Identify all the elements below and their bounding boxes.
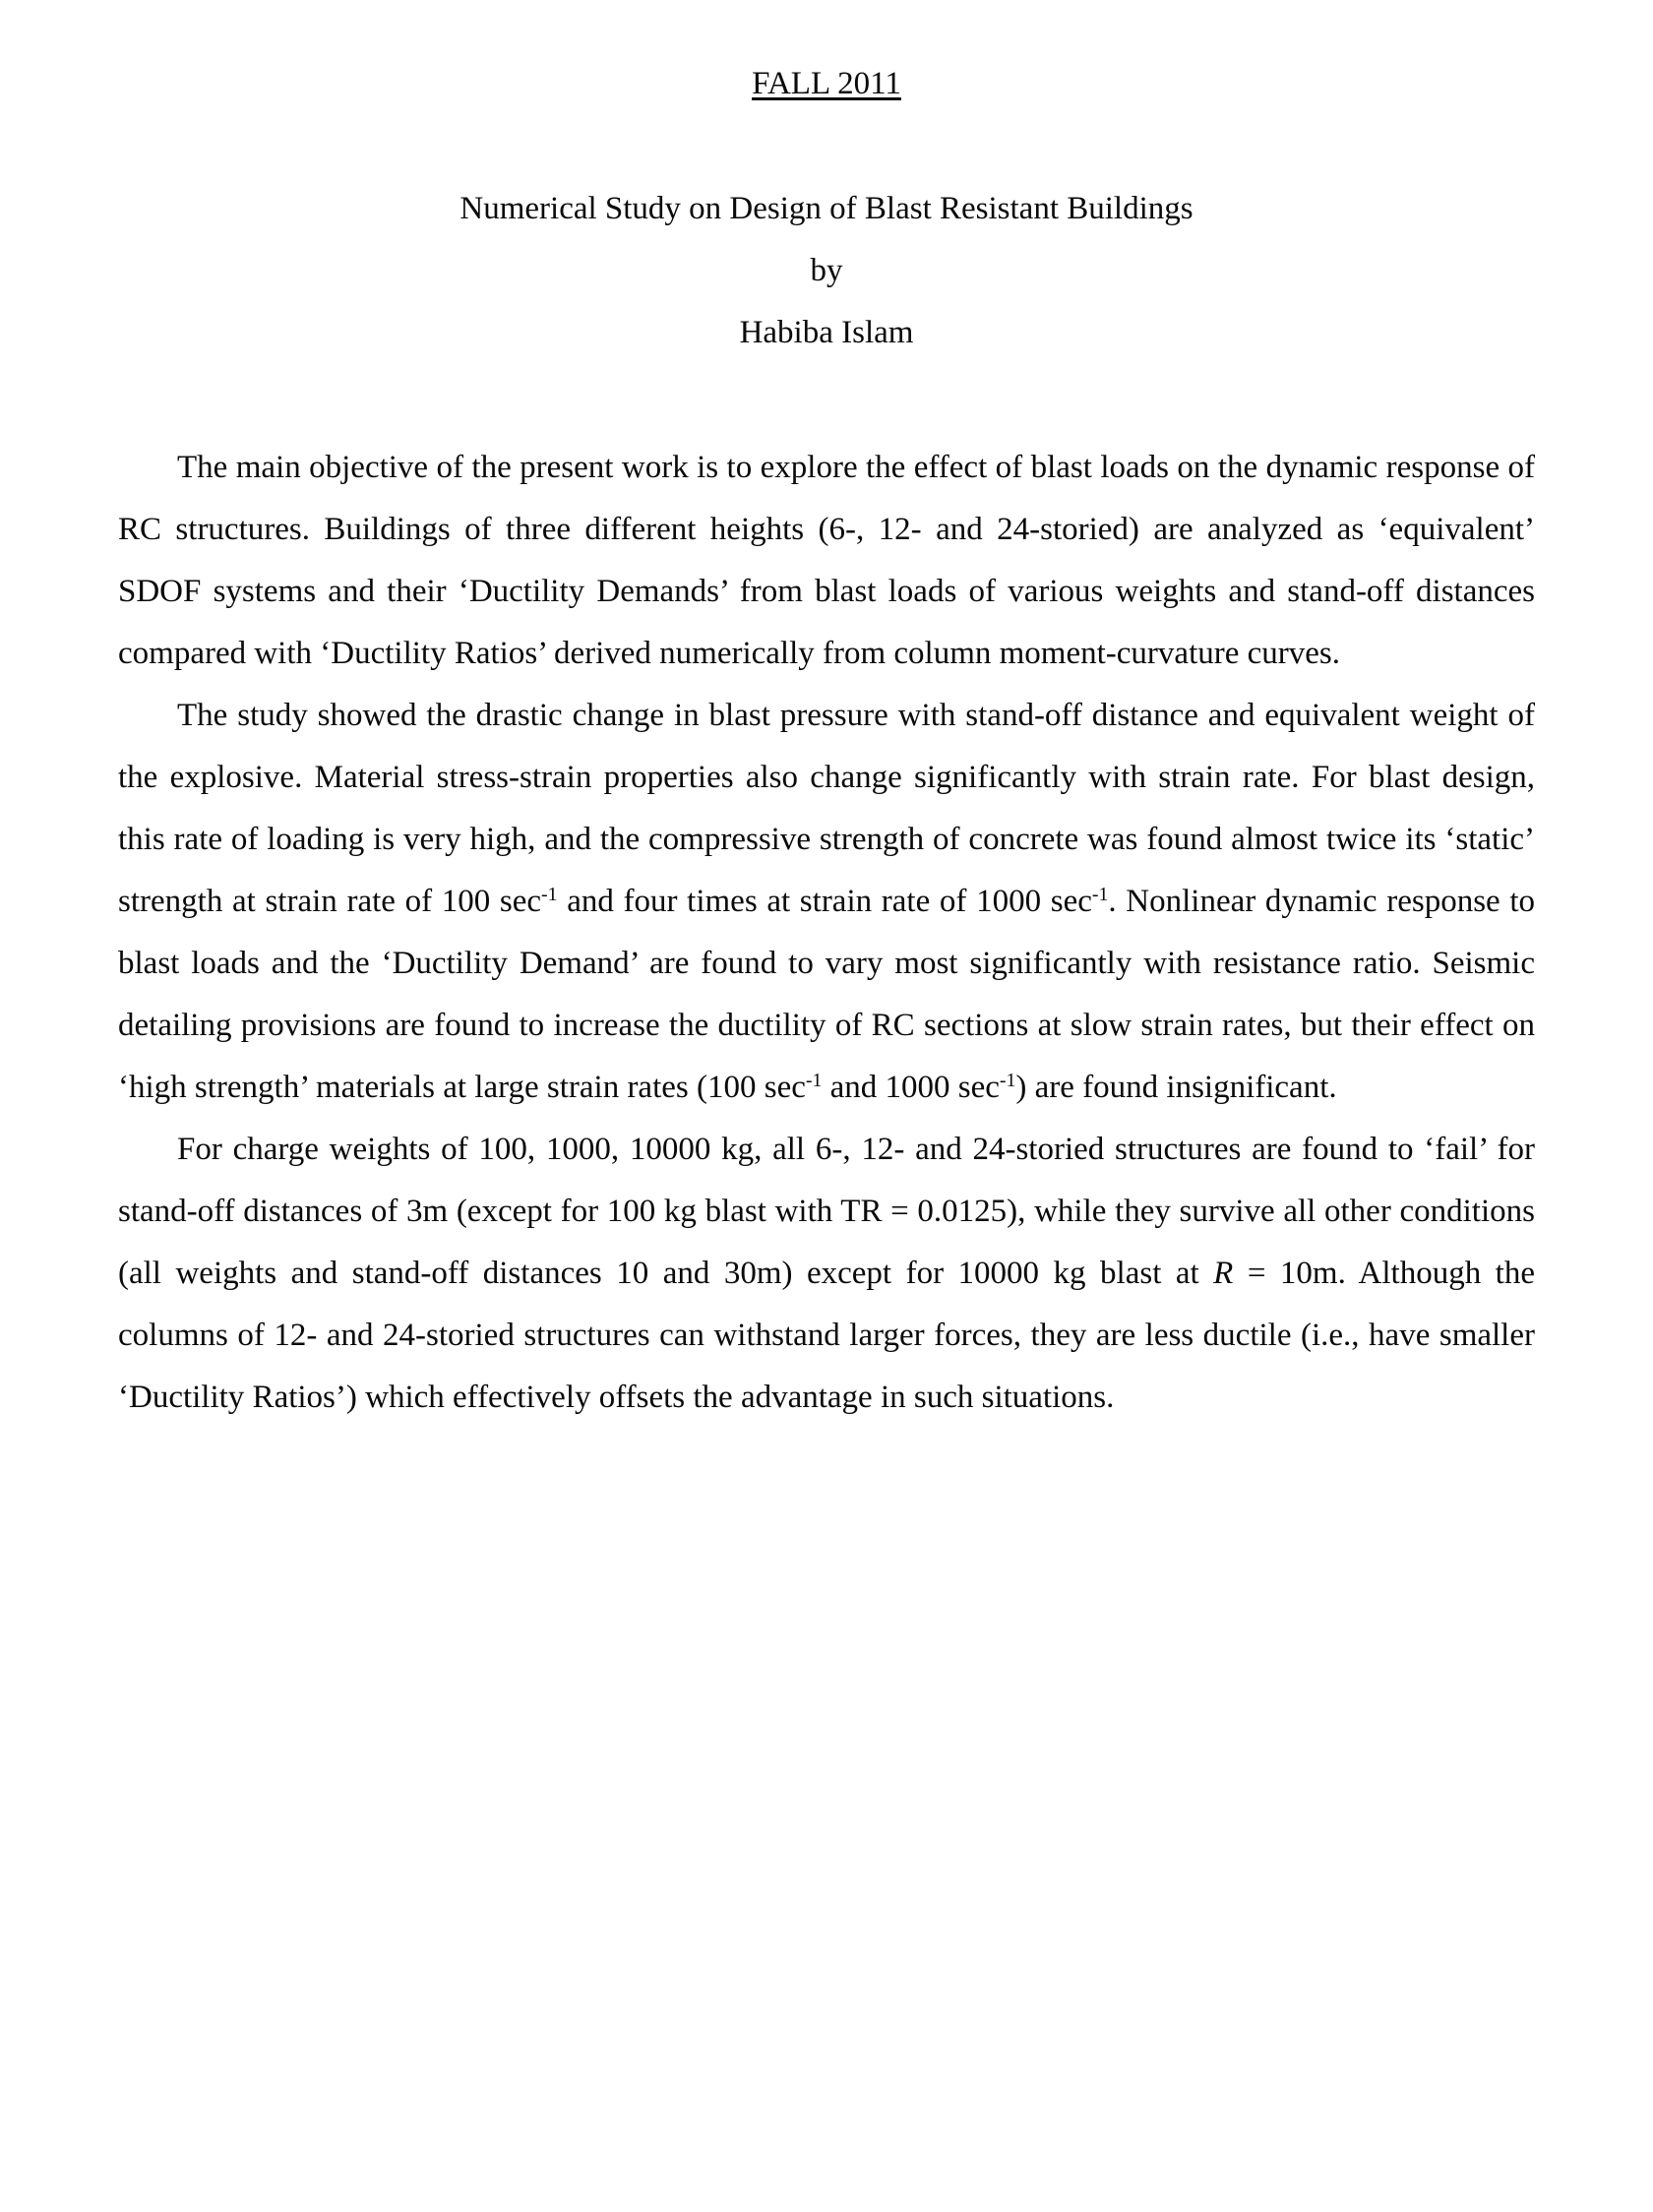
author-name: Habiba Islam (739, 315, 914, 350)
superscript-text: -1 (805, 1070, 823, 1092)
abstract-body (118, 437, 1535, 1429)
body-text: The study showed the drastic change in blast pressure with stand-off distance and equivalent weight of the explosive. Material stress-strain properties also change significantly with strain rate. For blast design, this rate of loading is very high, and the compressive strength of concrete was found almost twice its ‘static’ strength at strain rate of 100 sec (118, 698, 1535, 919)
document-title: Numerical Study on Design of Blast Resistant Buildings (459, 191, 1194, 226)
page-content (118, 53, 1535, 1429)
body-text: ) are found insignificant. (1015, 1070, 1337, 1105)
body-text: . Nonlinear dynamic response to blast loads and the ‘Ductility Demand’ are found to vary most significantly with resistance ratio. Seismic detailing provisions are found to increase the ductility of RC sections at slow strain rates, but their effect on ‘high strength’ materials at large strain rates (100 sec (118, 884, 1536, 1105)
body-text: and four times at strain rate of 1000 sec (557, 884, 1092, 919)
superscript-text: -1 (541, 884, 558, 906)
abstract-paragraph (118, 437, 1535, 685)
italic-text: R (1213, 1256, 1234, 1291)
superscript-text: -1 (999, 1070, 1016, 1092)
body-text: and 1000 sec (822, 1070, 1000, 1105)
semester-label: FALL 2011 (752, 66, 901, 101)
body-text: For charge weights of 100, 1000, 10000 kg, all 6-, 12- and 24-storied structures are found to ‘fail’ for stand-off distances of 3m (except for 100 kg blast with TR = 0.0125), while they survive all other conditions (all weights and stand-off distances 10 and 30m) except for 10000 kg blast at (118, 1132, 1535, 1291)
byline: by (810, 253, 843, 288)
body-text: The main objective of the present work is to explore the effect of blast loads on the dynamic response of RC structures. Buildings of three different heights (6-, 12- and 24-storied) are analyzed as ‘equivalent’ SDOF systems and their ‘Ductility Demands’ from blast loads of various weights and stand-off distances compared with ‘Ductility Ratios’ derived numerically from column moment-curvature curves. (118, 450, 1535, 671)
abstract-paragraph (118, 1119, 1535, 1429)
heading-block (118, 53, 1535, 364)
body-text: = 10m. Although the columns of 12- and 24-storied structures can withstand larger forces, they are less ductile (i.e., have smaller ‘Ductility Ratios’) which effectively offsets the advantage in such situations. (118, 1256, 1535, 1415)
abstract-paragraph (118, 685, 1535, 1119)
superscript-text: -1 (1091, 884, 1109, 906)
